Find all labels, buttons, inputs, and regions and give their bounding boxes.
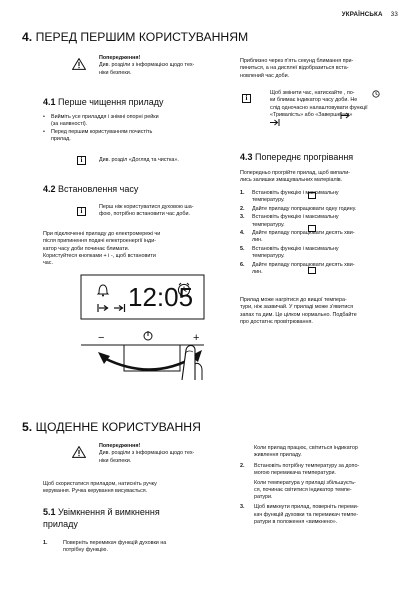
body-text-line: Приблизно через п'ять секунд блимання при- bbox=[240, 58, 354, 64]
warning-icon bbox=[72, 58, 86, 70]
subsection-5-1-text: приладу bbox=[43, 519, 78, 529]
preheat-intro bbox=[240, 170, 405, 185]
body-text-line: керування. Ручка керування висувається. bbox=[43, 488, 148, 495]
list-item-text: Щоб вимкнути прилад, поверніть переми- bbox=[254, 504, 359, 511]
info-text-line: фою, потрібно встановити час доби. bbox=[99, 211, 190, 218]
subsection-4-2-number: 4.2 bbox=[43, 184, 56, 194]
info-text-line: Щоб змінити час, натискайте , по- bbox=[270, 90, 355, 96]
section-5-number: 5. bbox=[22, 420, 33, 434]
list-item-text: Встановіть потрібну температуру за допо- bbox=[254, 463, 360, 469]
end-time-icon bbox=[270, 119, 280, 126]
subsection-4-1-title bbox=[43, 97, 164, 107]
subsection-4-2-text: Встановлення часу bbox=[58, 184, 139, 194]
time-set-body bbox=[240, 58, 400, 80]
body-text-line: Щоб скористатися приладом, натисніть ручку bbox=[43, 481, 157, 487]
list-item-text: Вийміть усе приладдя і знімні опорні рейки bbox=[51, 114, 159, 120]
warning-icon bbox=[72, 446, 86, 458]
list-item-number: 2. bbox=[240, 205, 245, 212]
preheat-outro bbox=[240, 297, 405, 326]
section-5-warning bbox=[99, 443, 224, 465]
list-item bbox=[240, 480, 405, 502]
subsection-4-3-number: 4.3 bbox=[240, 152, 253, 162]
info-text-line: слід одночасно налаштовувати функції bbox=[270, 104, 368, 111]
list-item-text: Встановіть функцію і максимальну bbox=[252, 245, 339, 252]
body-text-line: Попередньо прогрійте прилад, щоб випали- bbox=[240, 170, 350, 176]
section-5-title bbox=[22, 420, 201, 434]
list-item-text: Поверніть перемикач функцій духовки на bbox=[63, 540, 167, 546]
display-time: 12:05 bbox=[128, 282, 194, 312]
body-text-line: запах та дим. Це цілком нормально. Подбайте bbox=[240, 311, 357, 318]
body-text-line: після припинення подачі електроенергії інди- bbox=[43, 238, 157, 245]
subsection-4-3-text: Попереднє прогрівання bbox=[255, 152, 354, 162]
section-5-left-steps bbox=[43, 540, 223, 556]
section-5-right-steps bbox=[240, 463, 405, 528]
bell-icon bbox=[98, 285, 108, 297]
subsection-4-1-text: Перше чищення приладу bbox=[58, 97, 164, 107]
body-text-line: живлення приладу. bbox=[254, 452, 302, 459]
info-icon: i bbox=[77, 156, 86, 165]
list-item bbox=[240, 463, 405, 478]
body-text-line: час. bbox=[43, 260, 53, 267]
list-item-number: 1. bbox=[240, 190, 245, 196]
list-item-number: 4. bbox=[240, 230, 245, 237]
list-item-text: лин. bbox=[252, 237, 263, 244]
body-text-line: При підключенні приладу до електромережі чи bbox=[43, 231, 161, 237]
clock-icon bbox=[372, 90, 380, 98]
subsection-4-2-body bbox=[43, 231, 223, 267]
list-item-number: 3. bbox=[240, 504, 245, 511]
body-text-line: лись залишки змащувальних матеріалів. bbox=[240, 177, 343, 184]
hand-icon bbox=[182, 346, 202, 381]
info-text-line: ки блимає індикатор часу доби. Не bbox=[270, 97, 358, 104]
list-item bbox=[43, 540, 223, 555]
body-text-line: тури, ніж зазвичай. У приладі може з'явитися bbox=[240, 304, 353, 311]
list-item bbox=[240, 190, 405, 205]
info-text-line bbox=[270, 119, 405, 126]
info-text-line: «Тривалість» або «Завершення» bbox=[270, 111, 353, 118]
section-4-title bbox=[22, 30, 248, 44]
preheat-steps bbox=[240, 190, 405, 277]
minus-button: − bbox=[98, 332, 105, 344]
control-panel-illustration bbox=[64, 272, 224, 380]
subsection-4-1-bullets bbox=[43, 114, 218, 143]
body-text-line: про достатнє провітрювання. bbox=[240, 318, 313, 325]
list-item-number: 3. bbox=[240, 214, 245, 221]
body-text-line: Користуйтеся кнопками + і -, щоб встановити bbox=[43, 252, 156, 259]
list-item-text: Встановіть функцію і максимальну bbox=[252, 190, 339, 196]
grill-icon bbox=[308, 267, 316, 274]
page-number: 33 bbox=[390, 11, 398, 18]
list-item: • Перед першим користуванням почистіть прилад. bbox=[43, 128, 153, 142]
power-icon bbox=[144, 331, 152, 340]
subsection-5-1-number: 5.1 bbox=[43, 507, 56, 517]
arrow-head-left bbox=[98, 352, 110, 364]
list-item bbox=[240, 206, 405, 213]
subsection-4-2-title bbox=[43, 184, 138, 194]
fan-cooking-icon bbox=[308, 225, 316, 232]
list-item-text: температуру. bbox=[252, 197, 285, 204]
conventional-cooking-icon bbox=[308, 192, 316, 199]
list-item-text: ратури. bbox=[254, 494, 273, 501]
warning-text-line: ніки безпеки. bbox=[99, 69, 132, 76]
info-text-line: Перш ніж користуватися духовою ша- bbox=[99, 204, 194, 210]
warning-text-line: ніки безпеки. bbox=[99, 457, 132, 464]
list-item-number: 6. bbox=[240, 261, 245, 268]
warning-label: Попередження! bbox=[99, 55, 141, 61]
list-item-text: потрібну функцію. bbox=[63, 547, 108, 554]
list-item bbox=[240, 230, 405, 245]
list-item-text: Перед першим користуванням почистіть bbox=[51, 128, 153, 135]
list-item-text: могою перемикача температури. bbox=[254, 470, 336, 477]
plus-button: + bbox=[193, 332, 200, 344]
list-item-text: Встановіть функцію і максимальну bbox=[252, 214, 339, 221]
body-text-line: пиниться, а на дисплеї відобразиться вста- bbox=[240, 65, 349, 72]
body-text-line: новлений час доби. bbox=[240, 72, 290, 79]
list-item-text: Дайте приладу попрацювати десять хви- bbox=[252, 230, 355, 237]
section-5-title-text: ЩОДЕННЕ КОРИСТУВАННЯ bbox=[35, 420, 201, 434]
list-item bbox=[240, 214, 405, 229]
warning-text-line: Див. розділи з інформацією щодо тех- bbox=[99, 62, 195, 69]
duration-icon bbox=[98, 304, 108, 312]
warning-label: Попередження! bbox=[99, 443, 141, 449]
list-item-number: 2. bbox=[240, 463, 245, 469]
list-item-text: Дайте приладу попрацювати одну годину. bbox=[252, 205, 357, 212]
info-icon: i bbox=[77, 207, 86, 216]
section-4-title-text: ПЕРЕД ПЕРШИМ КОРИСТУВАННЯМ bbox=[35, 30, 249, 44]
list-item-text: кач функцій духовки та перемикач темпе- bbox=[254, 511, 359, 518]
body-text-line: катор часу доби починає блимати. bbox=[43, 245, 130, 252]
subsection-4-3-title bbox=[240, 152, 353, 162]
list-item-text: прилад. bbox=[51, 135, 71, 142]
list-item-text: Коли температура у приладі збільшуєть- bbox=[254, 479, 356, 486]
section-5-intro bbox=[43, 481, 223, 496]
list-item bbox=[240, 262, 405, 277]
header-language: УКРАЇНСЬКА bbox=[341, 11, 383, 18]
subsection-4-1-number: 4.1 bbox=[43, 97, 56, 107]
list-item-text: лин. bbox=[252, 268, 263, 275]
list-item-number bbox=[240, 480, 254, 502]
list-item-text: температуру. bbox=[252, 253, 285, 260]
time-change-info bbox=[270, 90, 405, 126]
list-item-number: 5. bbox=[240, 245, 245, 252]
section-4-warning bbox=[99, 55, 224, 77]
list-item-text: ся, починає світитися індикатор темпе- bbox=[254, 486, 352, 493]
subsection-4-1-info: Див. розділ «Догляд та чистка». bbox=[99, 157, 179, 163]
arrow-curve bbox=[104, 356, 196, 370]
list-item: • Вийміть усе приладдя і знімні опорні рейки (за наявності). bbox=[43, 114, 159, 128]
list-item-text: Дайте приладу попрацювати десять хви- bbox=[252, 261, 355, 268]
page-header bbox=[342, 11, 398, 18]
subsection-4-2-info bbox=[99, 204, 194, 219]
list-item-text: температуру. bbox=[252, 221, 285, 228]
body-text-line: Прилад може нагрітися до вищої темпера- bbox=[240, 297, 347, 303]
list-item-text: (за наявності). bbox=[51, 121, 88, 128]
list-item bbox=[240, 246, 405, 261]
section-5-right-lead bbox=[254, 445, 404, 460]
warning-text-line: Див. розділи з інформацією щодо тех- bbox=[99, 450, 195, 457]
body-text-line: Коли прилад працює, світиться індикатор bbox=[254, 445, 358, 451]
subsection-5-1-title bbox=[43, 506, 160, 530]
list-item-text: ратури в положення «вимкнено». bbox=[254, 519, 338, 526]
subsection-5-1-text: Увімкнення й вимкнення bbox=[58, 507, 160, 517]
list-item bbox=[240, 504, 405, 526]
end-time-icon bbox=[114, 304, 125, 312]
section-4-number: 4. bbox=[22, 30, 33, 44]
duration-icon bbox=[340, 112, 350, 119]
info-icon: i bbox=[242, 94, 251, 103]
list-item-number: 1. bbox=[43, 540, 48, 546]
